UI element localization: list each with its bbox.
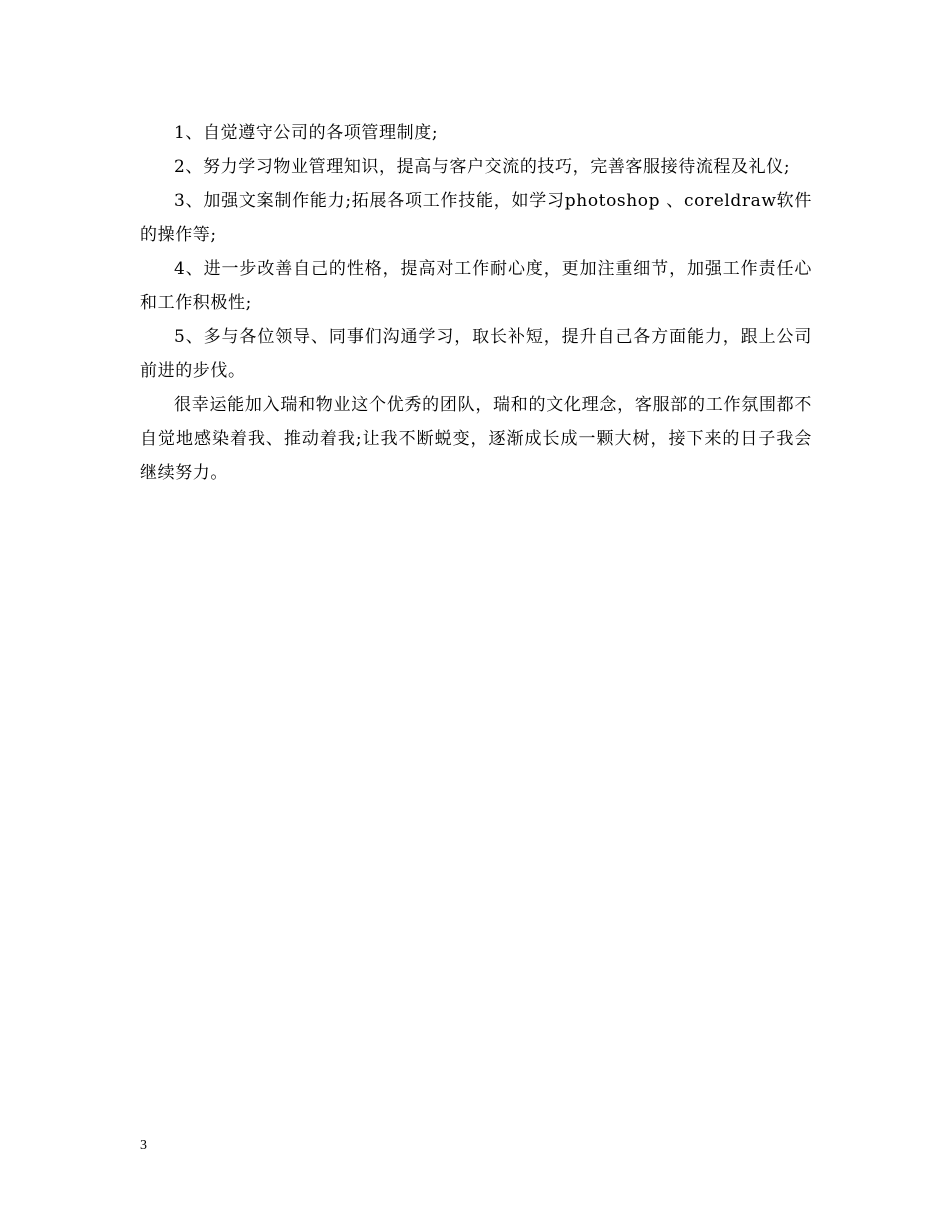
page-number: 3 <box>140 1138 147 1153</box>
paragraph-item-5: 5、多与各位领导、同事们沟通学习，取长补短，提升自己各方面能力，跟上公司前进的步伐。 <box>140 327 812 381</box>
paragraph-item-3: 3、加强文案制作能力;拓展各项工作技能，如学习photoshop 、coreldraw软件的操作等; <box>140 191 812 245</box>
paragraph-item-1: 1、自觉遵守公司的各项管理制度; <box>174 123 439 143</box>
document-body <box>140 116 812 490</box>
paragraph-item-4: 4、进一步改善自己的性格，提高对工作耐心度，更加注重细节，加强工作责任心和工作积极性; <box>140 259 812 313</box>
paragraph-item-2: 2、努力学习物业管理知识，提高与客户交流的技巧，完善客服接待流程及礼仪; <box>174 157 791 177</box>
closing-paragraph: 很幸运能加入瑞和物业这个优秀的团队，瑞和的文化理念，客服部的工作氛围都不自觉地感染着我、推动着我;让我不断蜕变，逐渐成长成一颗大树，接下来的日子我会继续努力。 <box>140 395 812 483</box>
